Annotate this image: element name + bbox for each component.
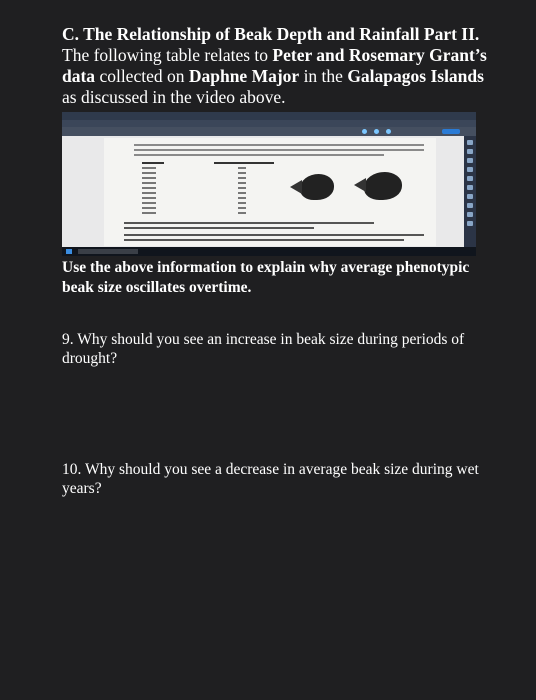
- intro-text-2: collected on: [95, 66, 189, 86]
- question-text: Why should you see an increase in beak size during periods of drought?: [62, 331, 465, 367]
- embedded-screenshot-image: [62, 112, 476, 256]
- question-number: 10.: [62, 461, 82, 478]
- finch-beak-image: [290, 180, 302, 194]
- screenshot-toolbar: [62, 127, 476, 136]
- finch-head-image: [364, 172, 402, 200]
- screenshot-menubar: [62, 120, 476, 127]
- screenshot-document: [104, 138, 436, 246]
- intro-bold-1: Peter and Rosemary Grant’s data: [62, 45, 487, 86]
- intro-text-1: The following table relates to: [62, 45, 273, 65]
- question-10: [62, 460, 502, 498]
- intro-bold-2: Daphne Major: [188, 66, 300, 86]
- finch-beak-image: [354, 178, 366, 192]
- windows-start-icon: [66, 249, 72, 254]
- explanation-prompt: Use the above information to explain why average phenotypic beak size oscillates overtime.: [62, 259, 470, 296]
- screenshot-sidebar: [464, 136, 476, 248]
- section-title: C. The Relationship of Beak Depth and Rainfall Part II.: [62, 24, 480, 44]
- share-button-icon: [442, 129, 460, 134]
- intro-bold-3: Galapagos Islands: [347, 66, 484, 86]
- question-text: Why should you see a decrease in average beak size during wet years?: [62, 461, 479, 497]
- question-9: [62, 330, 502, 368]
- screenshot-titlebar: [62, 112, 476, 120]
- screenshot-taskbar: [62, 247, 476, 256]
- toolbar-icon: [374, 129, 379, 134]
- toolbar-icon: [362, 129, 367, 134]
- toolbar-icon: [386, 129, 391, 134]
- finch-head-image: [300, 174, 334, 200]
- taskbar-search-box: [78, 249, 138, 254]
- question-number: 9.: [62, 331, 74, 348]
- intro-text-3: in the: [299, 66, 348, 86]
- intro-text-4: as discussed in the video above.: [62, 87, 286, 107]
- section-heading: [62, 24, 502, 108]
